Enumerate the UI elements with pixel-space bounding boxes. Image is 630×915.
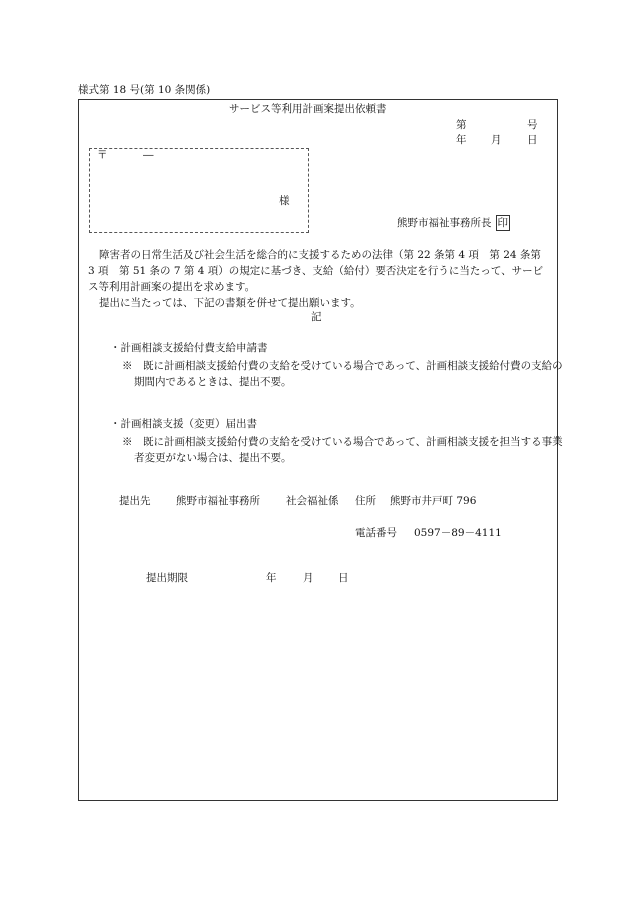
issuer [397, 215, 510, 231]
item-1-label: ・計画相談支援給付費支給申請書 [110, 342, 268, 354]
item-2-note: ※ 既に計画相談支援給付費の支給を受けている場合であって、計画相談支援を担当する事業者変更がない場合は、提出不要。 [122, 436, 563, 464]
submission-section: 社会福祉係 [286, 495, 339, 507]
date-day: 日 [527, 134, 538, 146]
phone-label: 電話番号 [355, 527, 397, 539]
submission-address-label: 住所 [355, 495, 376, 507]
issuer-name: 熊野市福祉事務所長 [397, 217, 492, 229]
postal-mark: 〒 [97, 149, 108, 161]
phone-number: 0597－89－4111 [414, 527, 502, 539]
recipient-address-box [89, 148, 309, 233]
item-1-note: ※ 既に計画相談支援給付費の支給を受けている場合であって、計画相談支援給付費の支給の期間内であるときは、提出不要。 [122, 360, 563, 388]
deadline-year: 年 [266, 572, 277, 584]
date-month: 月 [491, 134, 502, 146]
form-number: 様式第 18 号(第 10 条関係) [78, 84, 211, 96]
item-2-label: ・計画相談支援（変更）届出書 [110, 418, 257, 430]
body-paragraph-1: 障害者の日常生活及び社会生活を総合的に支援するための法律（第 22 条第 4 項 第 24 条第 3 項 第 51 条の 7 第 4 項）の規定に基づき、支給（給付）要否決定を行うに当たって、サービス等利用計画案の提出を求めます。 [88, 249, 544, 293]
date-year: 年 [456, 134, 467, 146]
seal-mark: 印 [497, 217, 508, 229]
submission-address: 熊野市井戸町 796 [390, 495, 477, 507]
submission-office: 熊野市福祉事務所 [176, 495, 260, 507]
recipient-honorific: 様 [279, 195, 290, 207]
ki-heading: 記 [311, 311, 322, 323]
deadline-month: 月 [303, 572, 314, 584]
submission-label: 提出先 [119, 495, 151, 507]
deadline-day: 日 [338, 572, 349, 584]
document-title: サービス等利用計画案提出依頼書 [229, 103, 387, 115]
doc-number-suffix: 号 [527, 119, 538, 131]
doc-number-prefix: 第 [456, 119, 467, 131]
body-paragraph-2: 提出に当たっては、下記の書類を併せて提出願います。 [99, 297, 361, 309]
deadline-label: 提出期限 [146, 572, 188, 584]
postal-dash: ― [143, 149, 154, 161]
